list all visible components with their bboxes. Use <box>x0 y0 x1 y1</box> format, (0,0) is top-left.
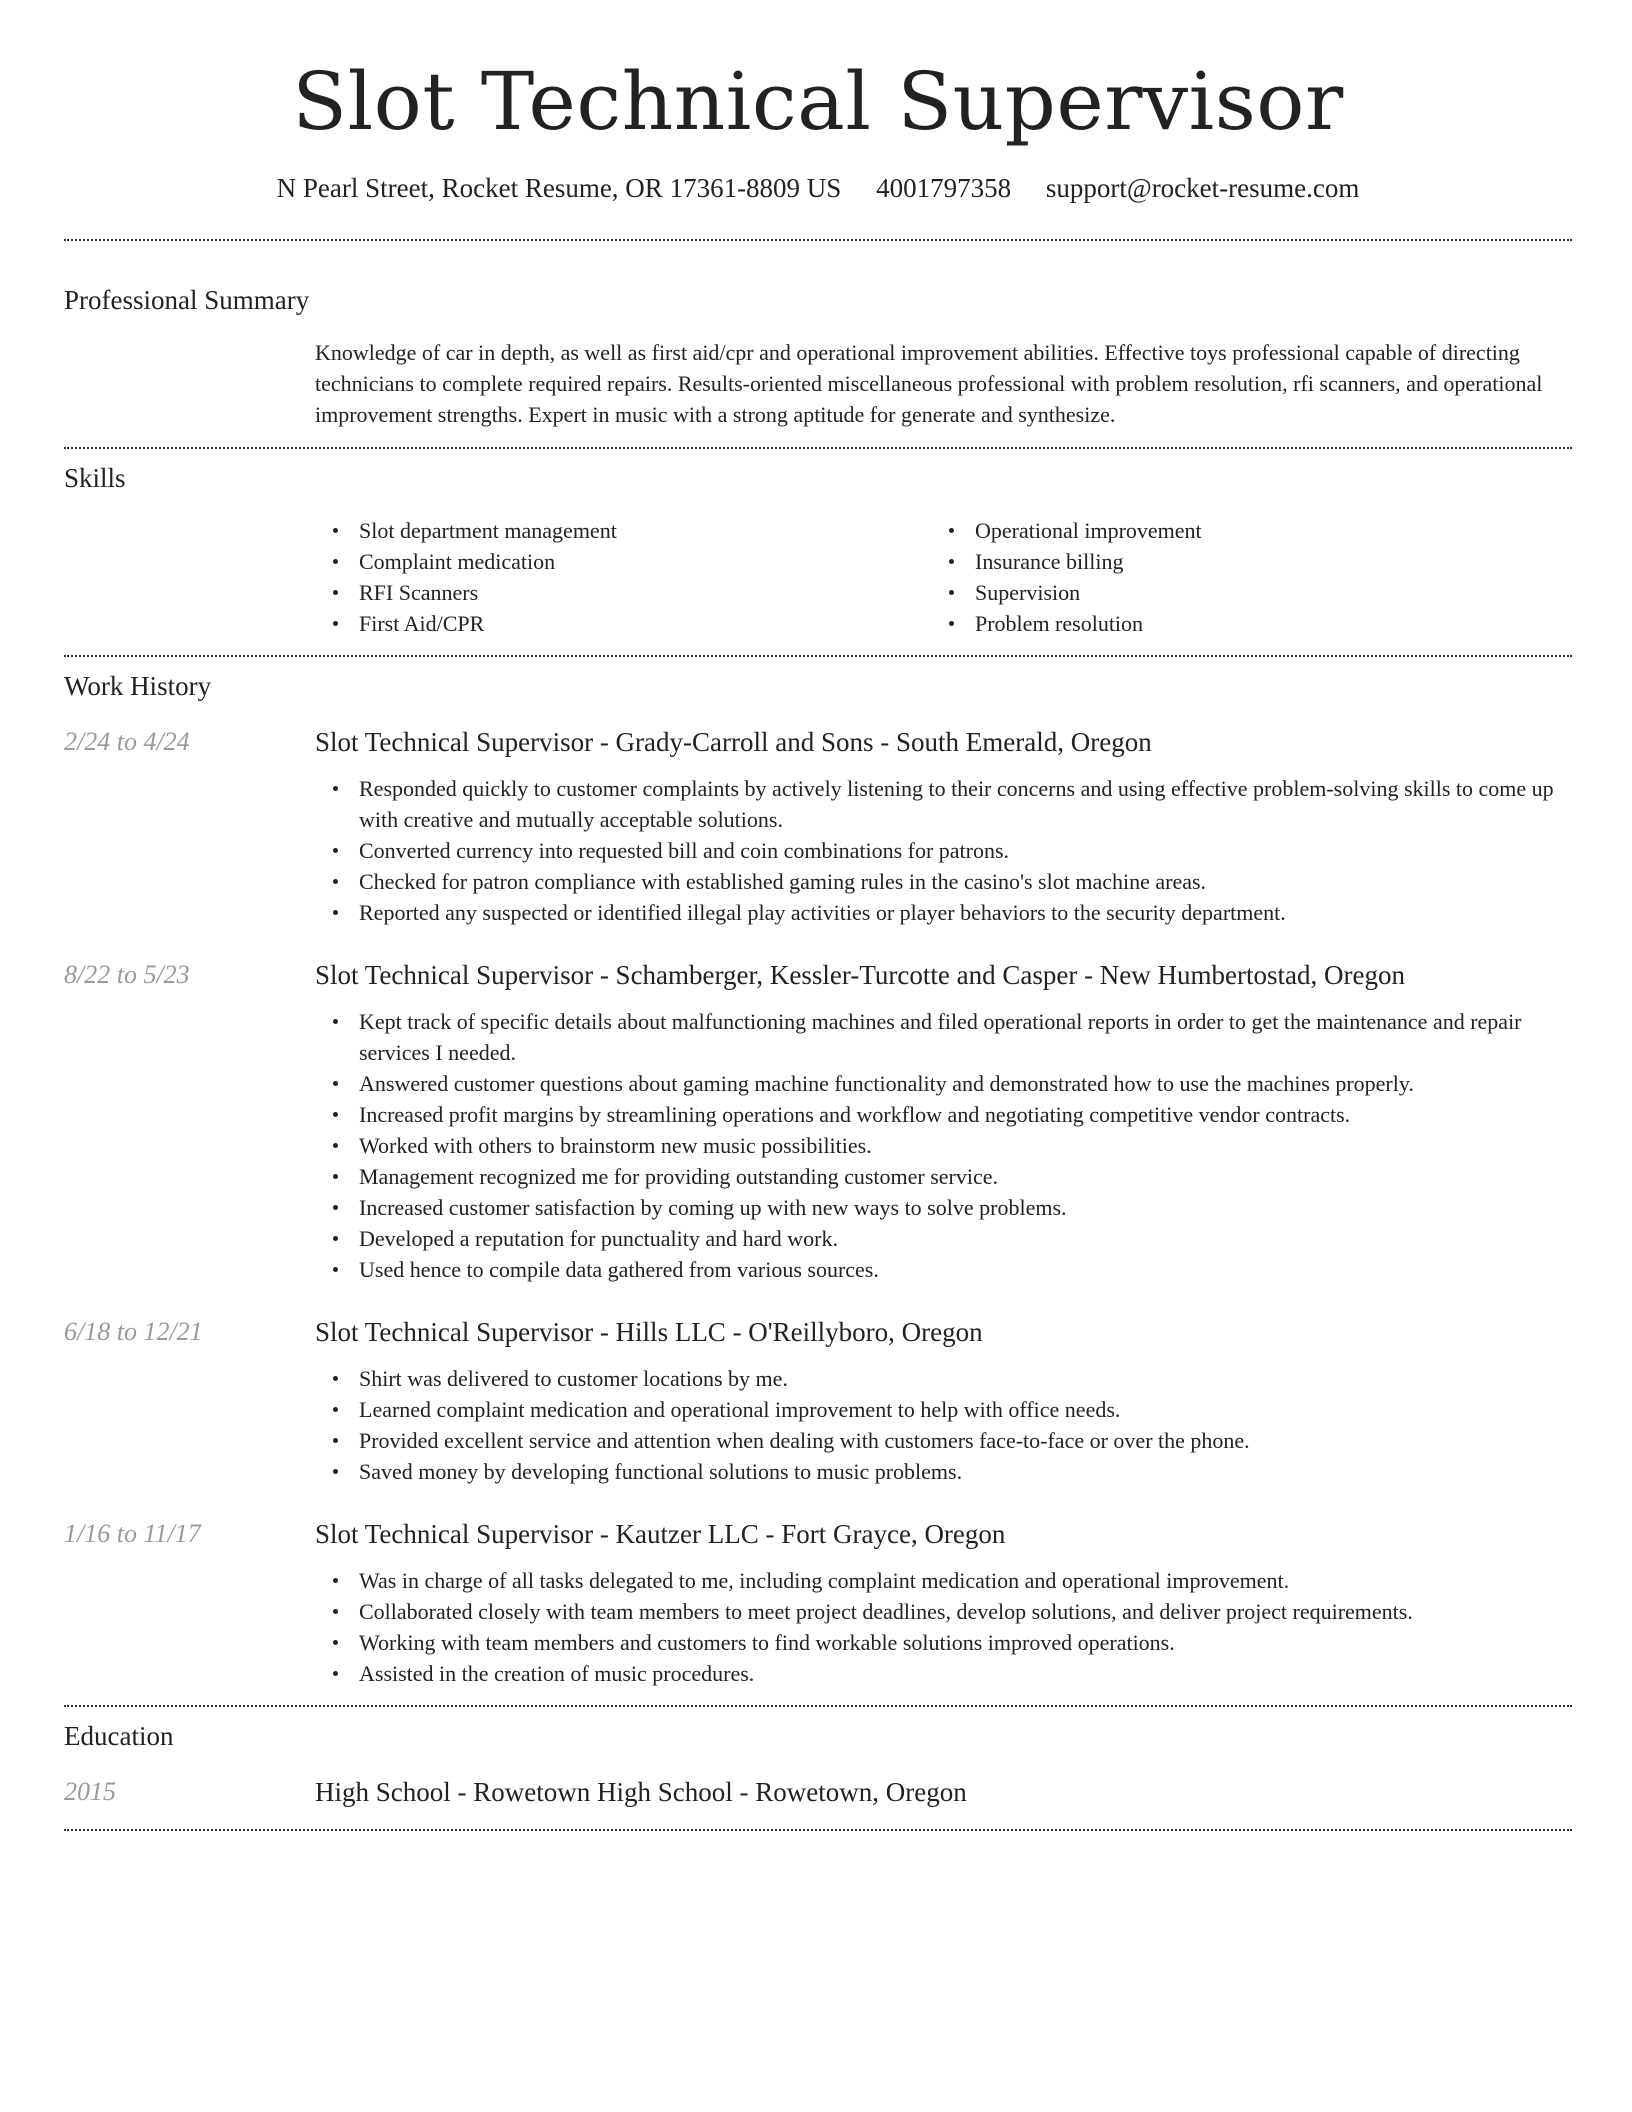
job-bullet: Learned complaint medication and operational improvement to help with office needs. <box>359 1394 1572 1425</box>
skills-column-left <box>315 515 931 639</box>
job-heading: Slot Technical Supervisor - Hills LLC - O'Reillyboro, Oregon <box>315 1317 983 1347</box>
skills-column-right <box>931 515 1547 639</box>
skill-item: Problem resolution <box>975 608 1547 639</box>
job-bullet: Provided excellent service and attention when dealing with customers face-to-face or over the phone. <box>359 1425 1572 1456</box>
resume-page <box>64 0 1572 1831</box>
resume-header <box>64 0 1572 204</box>
job-bullets <box>315 1565 1572 1689</box>
job-bullet: Increased customer satisfaction by coming up with new ways to solve problems. <box>359 1192 1572 1223</box>
job-entry <box>64 1315 1572 1487</box>
job-details <box>315 725 1572 928</box>
job-bullet: Saved money by developing functional solutions to music problems. <box>359 1456 1572 1487</box>
job-dates: 6/18 to 12/21 <box>64 1317 203 1346</box>
job-bullet: Checked for patron compliance with established gaming rules in the casino's slot machine areas. <box>359 866 1572 897</box>
job-bullet: Collaborated closely with team members to meet project deadlines, develop solutions, and deliver project requirements. <box>359 1596 1572 1627</box>
job-heading: Slot Technical Supervisor - Grady-Carroll and Sons - South Emerald, Oregon <box>315 727 1152 757</box>
education-entry <box>64 1775 1572 1809</box>
job-bullet: Management recognized me for providing outstanding customer service. <box>359 1161 1572 1192</box>
skills-grid <box>315 515 1572 639</box>
job-details <box>315 1315 1572 1487</box>
job-bullets <box>315 1006 1572 1285</box>
job-entry <box>64 958 1572 1285</box>
skill-item: Slot department management <box>359 515 931 546</box>
job-dates: 8/22 to 5/23 <box>64 960 190 989</box>
job-bullet: Worked with others to brainstorm new music possibilities. <box>359 1130 1572 1161</box>
summary-title: Professional Summary <box>64 285 310 315</box>
job-bullet: Responded quickly to customer complaints by actively listening to their concerns and using effective problem-solving skills to come up with creative and mutually acceptable solutions. <box>359 773 1572 835</box>
candidate-name: Slot Technical Supervisor <box>292 55 1344 148</box>
job-heading: Slot Technical Supervisor - Schamberger, Kessler-Turcotte and Casper - New Humbertostad, Oregon <box>315 960 1405 990</box>
contact-email: support@rocket-resume.com <box>1045 173 1360 203</box>
job-bullet: Working with team members and customers to find workable solutions improved operations. <box>359 1627 1572 1658</box>
job-dates: 2/24 to 4/24 <box>64 727 190 756</box>
job-details <box>315 958 1572 1285</box>
contact-address: N Pearl Street, Rocket Resume, OR 17361-8809 US <box>276 173 842 203</box>
job-bullet: Increased profit margins by streamlining operations and workflow and negotiating competitive vendor contracts. <box>359 1099 1572 1130</box>
job-bullet: Answered customer questions about gaming machine functionality and demonstrated how to use the machines properly. <box>359 1068 1572 1099</box>
education-section <box>64 1707 1572 1809</box>
job-bullet: Kept track of specific details about malfunctioning machines and filed operational reports in order to get the maintenance and repair services I needed. <box>359 1006 1572 1068</box>
work-history-title: Work History <box>64 671 212 701</box>
job-bullet: Shirt was delivered to customer locations by me. <box>359 1363 1572 1394</box>
job-bullets <box>315 1363 1572 1487</box>
education-year: 2015 <box>64 1777 116 1806</box>
education-details <box>315 1775 1572 1809</box>
job-dates: 1/16 to 11/17 <box>64 1519 201 1548</box>
job-bullets <box>315 773 1572 928</box>
work-history-section <box>64 657 1572 1689</box>
skill-item: RFI Scanners <box>359 577 931 608</box>
skills-title: Skills <box>64 463 126 493</box>
skills-section <box>64 449 1572 639</box>
contact-phone: 4001797358 <box>876 173 1012 203</box>
job-bullet: Developed a reputation for punctuality and hard work. <box>359 1223 1572 1254</box>
skill-item: Operational improvement <box>975 515 1547 546</box>
job-bullet: Reported any suspected or identified illegal play activities or player behaviors to the security department. <box>359 897 1572 928</box>
job-bullet: Was in charge of all tasks delegated to me, including complaint medication and operational improvement. <box>359 1565 1572 1596</box>
summary-section <box>64 241 1572 430</box>
contact-line <box>64 172 1572 204</box>
job-details <box>315 1517 1572 1689</box>
skill-item: First Aid/CPR <box>359 608 931 639</box>
job-bullet: Assisted in the creation of music procedures. <box>359 1658 1572 1689</box>
divider <box>64 1829 1572 1831</box>
job-heading: Slot Technical Supervisor - Kautzer LLC - Fort Grayce, Oregon <box>315 1519 1006 1549</box>
skill-item: Insurance billing <box>975 546 1547 577</box>
summary-text: Knowledge of car in depth, as well as first aid/cpr and operational improvement abilities. Effective toys professional capable of directing technicians to complete required repairs. Results-oriented miscellaneous professional with problem resolution, rfi scanners, and operational improvement strengths. Expert in music with a strong aptitude for generate and synthesize. <box>315 340 1543 427</box>
job-entry <box>64 1517 1572 1689</box>
skill-item: Supervision <box>975 577 1547 608</box>
education-heading: High School - Rowetown High School - Rowetown, Oregon <box>315 1777 967 1807</box>
skill-item: Complaint medication <box>359 546 931 577</box>
job-bullet: Converted currency into requested bill and coin combinations for patrons. <box>359 835 1572 866</box>
job-entry <box>64 725 1572 928</box>
job-bullet: Used hence to compile data gathered from various sources. <box>359 1254 1572 1285</box>
education-title: Education <box>64 1721 174 1751</box>
